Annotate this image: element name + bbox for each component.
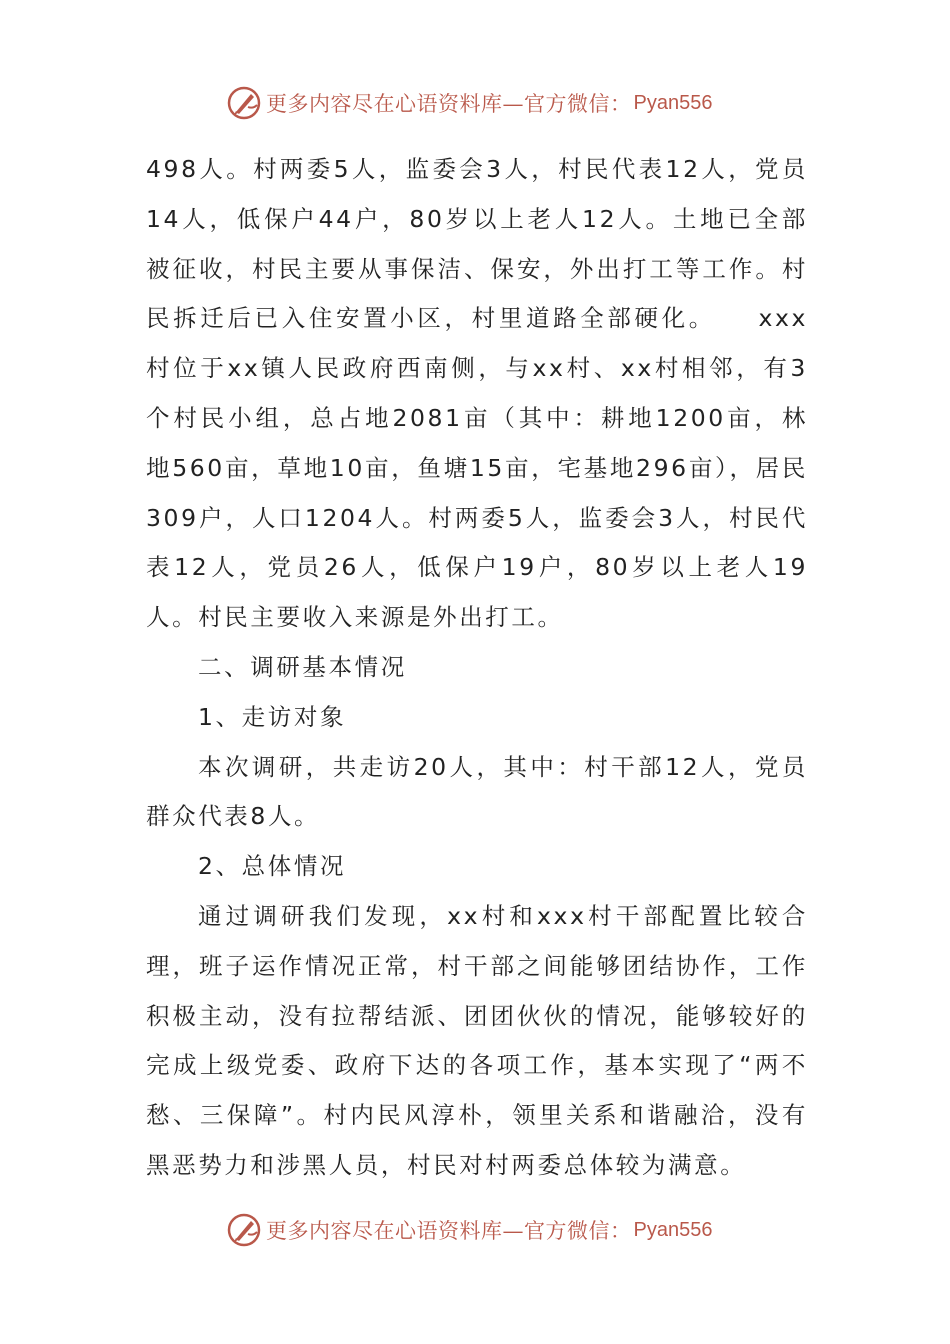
footer-banner-text: 更多内容尽在心语资料库—官方微信：: [266, 1219, 632, 1243]
header-banner-text: 更多内容尽在心语资料库—官方微信：: [266, 92, 632, 116]
footer-watermark-banner: [226, 1210, 712, 1250]
subheading-overall-situation: 2、总体情况: [198, 852, 347, 881]
paragraph-visit-targets: 本次调研，共走访20人，其中：村干部12人，党员群众代表8人。: [146, 752, 808, 831]
pen-logo-icon: [226, 1212, 262, 1248]
footer-banner-wechat-id: Pyan556: [633, 1218, 713, 1241]
section-heading-survey-basics: 二、调研基本情况: [198, 652, 407, 681]
header-banner-wechat-id: Pyan556: [633, 91, 713, 114]
subheading-visit-targets: 1、走访对象: [198, 702, 347, 731]
header-watermark-banner: [226, 83, 712, 123]
document-body: [146, 145, 808, 1191]
pen-logo-icon: [226, 85, 262, 121]
paragraph-overall-situation: 通过调研我们发现，xx村和xxx村干部配置比较合理，班子运作情况正常，村干部之间能够团结协作，工作积极主动，没有拉帮结派、团团伙伙的情况，能够较好的完成上级党委、政府下达的各项工作，基本实现了“两不愁、三保障”。村内民风淳朴，领里关系和谐融洽，没有黑恶势力和涉黑人员，村民对村两委总体较为满意。: [146, 901, 808, 1179]
paragraph-village-overview: 498人。村两委5人，监委会3人，村民代表12人，党员14人，低保户44户，80岁以上老人12人。土地已全部被征收，村民主要从事保洁、保安，外出打工等工作。村民拆迁后已入住安置小区，村里道路全部硬化。 xxx村位于xx镇人民政府西南侧，与xx村、xx村相邻，有3个村民小组，总占地2081亩（其中：耕地1200亩，林地560亩，草地10亩，鱼塘15亩，宅基地296亩），居民309户，人口1204人。村两委5人，监委会3人，村民代表12人，党员26人，低保户19户，80岁以上老人19人。村民主要收入来源是外出打工。: [146, 155, 808, 632]
